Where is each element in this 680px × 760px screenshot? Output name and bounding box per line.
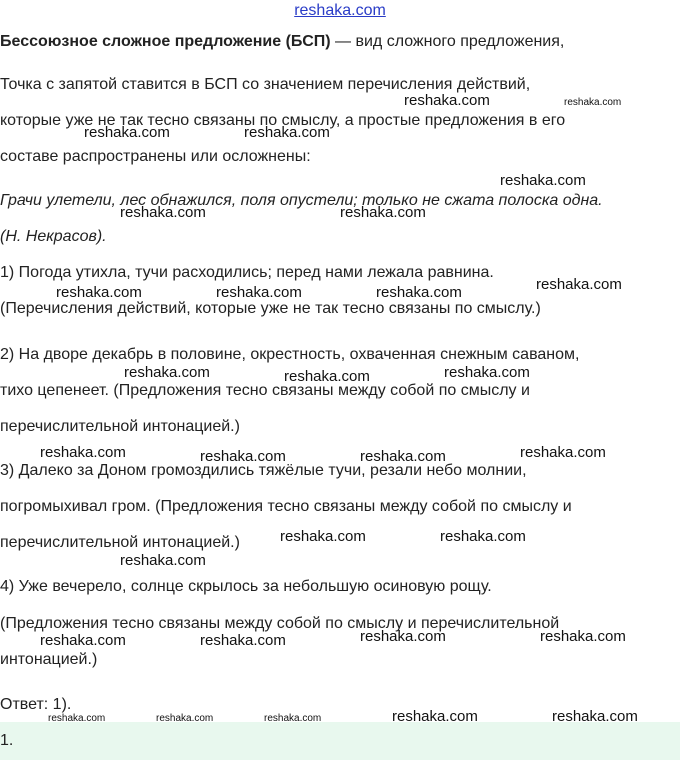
watermark: reshaka.com [264, 713, 322, 724]
option-2-line: 2) На дворе декабрь в половине, окрестность, охваченная снежным саваном, [0, 346, 580, 363]
term-rest: — вид сложного предложения, [330, 33, 565, 50]
site-link[interactable]: reshaka.com [294, 2, 386, 19]
watermark: reshaka.com [124, 364, 210, 381]
option-4-line: 4) Уже вечерело, солнце скрылось за небольшую осиновую рощу. [0, 578, 492, 595]
watermark: reshaka.com [392, 708, 478, 725]
watermark: reshaka.com [244, 124, 330, 141]
option-4-line: интонацией.) [0, 651, 98, 668]
answer: Ответ: 1). [0, 696, 72, 713]
watermark: reshaka.com [284, 368, 370, 385]
option-1-line: (Перечисления действий, которые уже не так тесно связаны по смыслу.) [0, 300, 541, 317]
watermark: reshaka.com [404, 92, 490, 109]
intro-definition [0, 32, 564, 52]
watermark: reshaka.com [156, 713, 214, 724]
option-1-line: 1) Погода утихла, тучи расходились; перед нами лежала равнина. [0, 264, 494, 281]
watermark: reshaka.com [280, 528, 366, 545]
option-4-line: (Предложения тесно связаны между собой по смыслу и перечислительной [0, 615, 560, 632]
watermark: reshaka.com [120, 204, 206, 221]
watermark: reshaka.com [360, 448, 446, 465]
watermark: reshaka.com [552, 708, 638, 725]
watermark: reshaka.com [200, 632, 286, 649]
watermark: reshaka.com [200, 448, 286, 465]
option-3-line: погромыхивал гром. (Предложения тесно связаны между собой по смыслу и [0, 498, 572, 515]
watermark: reshaka.com [48, 713, 106, 724]
watermark: reshaka.com [440, 528, 526, 545]
rule-line: Точка с запятой ставится в БСП со значением перечисления действий, [0, 76, 531, 93]
option-2-line: тихо цепенеет. (Предложения тесно связаны между собой по смыслу и [0, 382, 530, 399]
watermark: reshaka.com [536, 276, 622, 293]
watermark: reshaka.com [520, 444, 606, 461]
option-2-line: перечислительной интонацией.) [0, 418, 240, 435]
watermark: reshaka.com [40, 444, 126, 461]
watermark: reshaka.com [56, 284, 142, 301]
term: Бессоюзное сложное предложение (БСП) [0, 33, 331, 50]
next-item-number: 1. [0, 732, 14, 749]
example-text: Грачи улетели, лес обнажился, поля опустели; только не сжата полоска одна. [0, 192, 603, 209]
watermark: reshaka.com [564, 97, 622, 108]
watermark: reshaka.com [340, 204, 426, 221]
watermark: reshaka.com [216, 284, 302, 301]
watermark: reshaka.com [376, 284, 462, 301]
watermark: reshaka.com [360, 628, 446, 645]
next-item-block [0, 722, 680, 760]
option-3-line: 3) Далеко за Доном громоздились тяжёлые тучи, резали небо молнии, [0, 462, 527, 479]
watermark: reshaka.com [444, 364, 530, 381]
rule-line: которые уже не так тесно связаны по смыслу, а простые предложения в его [0, 112, 566, 129]
watermark: reshaka.com [84, 124, 170, 141]
example-author: (Н. Некрасов). [0, 228, 107, 245]
watermark: reshaka.com [500, 172, 586, 189]
option-3-line: перечислительной интонацией.) [0, 534, 240, 551]
watermark: reshaka.com [40, 632, 126, 649]
watermark: reshaka.com [540, 628, 626, 645]
rule-line: составе распространены или осложнены: [0, 148, 311, 165]
watermark: reshaka.com [120, 552, 206, 569]
